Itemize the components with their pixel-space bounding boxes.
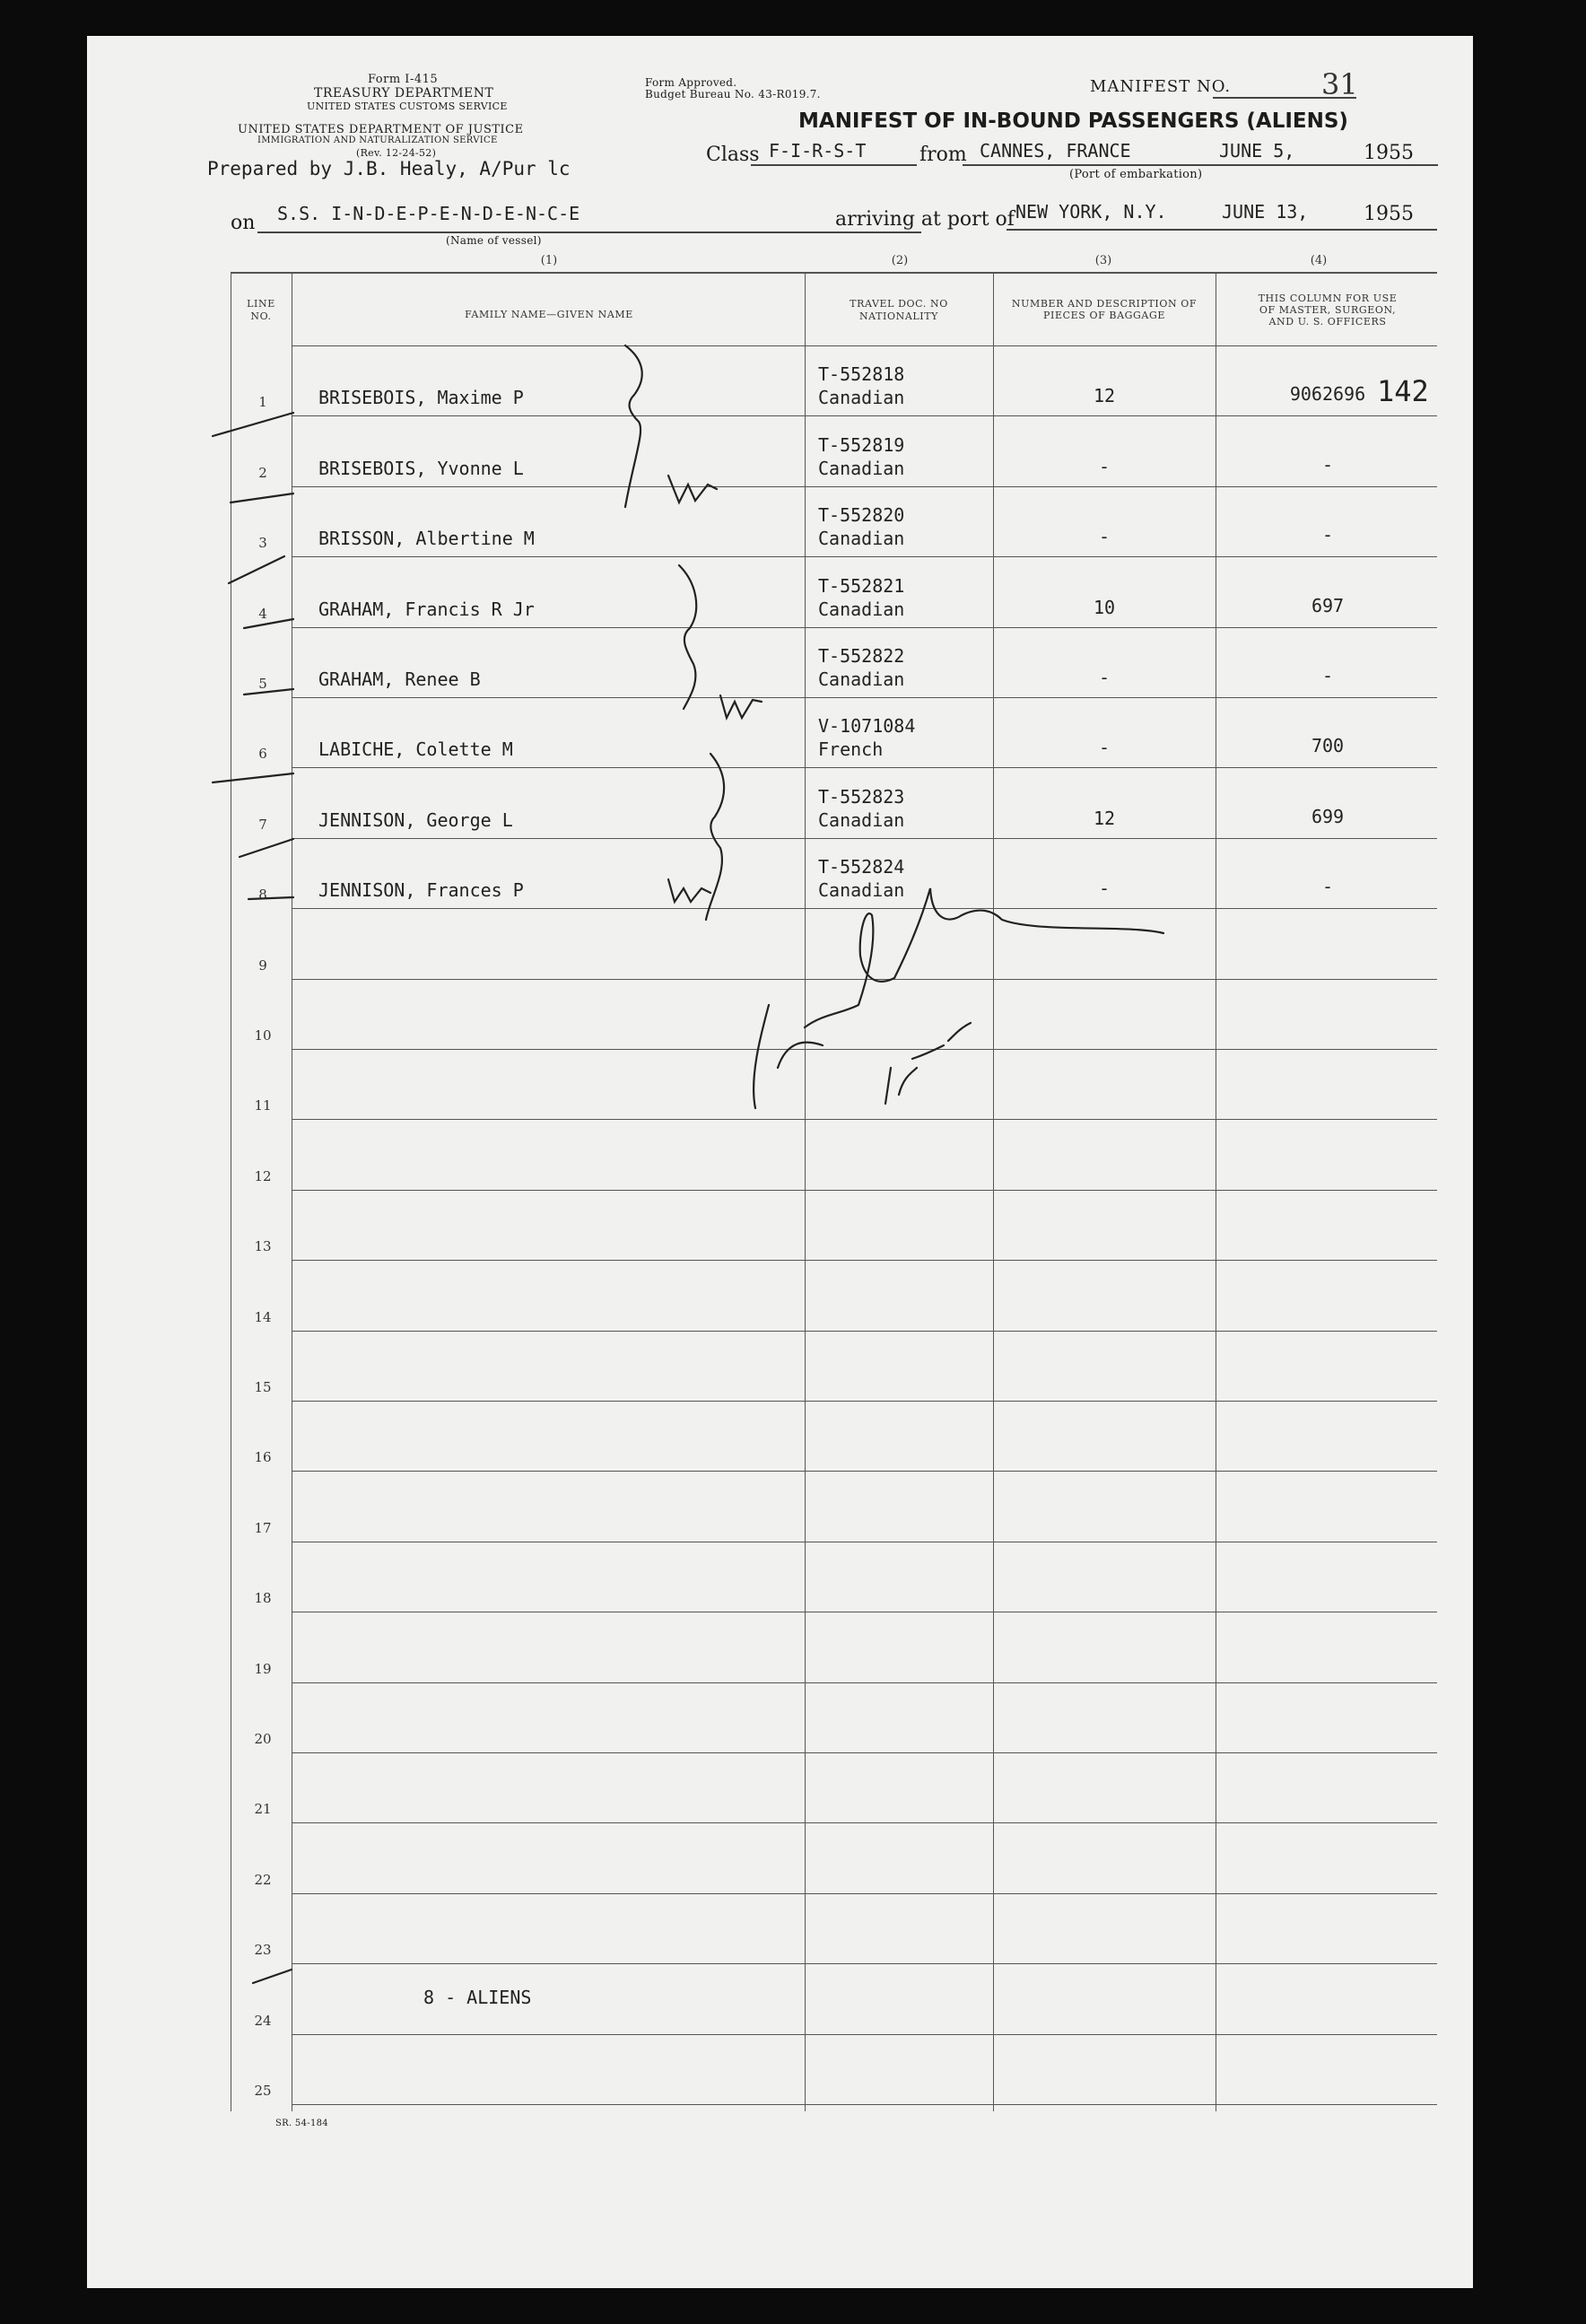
line-number: 8 [258, 887, 267, 904]
check-mark [213, 773, 293, 782]
line-number: 5 [258, 676, 267, 692]
header-officer: THIS COLUMN FOR USE [1258, 293, 1398, 304]
check-mark [229, 556, 284, 583]
line-number: 7 [258, 816, 267, 833]
customs-service: UNITED STATES CUSTOMS SERVICE [307, 100, 508, 112]
treasury-dept: TREASURY DEPARTMENT [314, 86, 494, 100]
line-number: 15 [254, 1379, 272, 1395]
line-number: 6 [258, 746, 267, 763]
travel-doc-number: T-552821 [818, 574, 905, 597]
line-number: 3 [258, 535, 267, 552]
signature [754, 888, 1163, 1108]
footer-code: SR. 54-184 [275, 2119, 328, 2128]
line-number: 1 [258, 394, 267, 411]
line-number: 25 [254, 2083, 272, 2099]
baggage-count: - [1098, 526, 1111, 548]
column-number-2: (2) [891, 254, 909, 267]
check-mark [213, 413, 293, 436]
class-value: F-I-R-S-T [769, 140, 867, 162]
baggage-count: 10 [1093, 596, 1116, 618]
officer-note: - [1321, 665, 1334, 686]
passenger-name: LABICHE, Colette M [318, 738, 513, 761]
budget-bureau: Budget Bureau No. 43-R019.7. [645, 88, 821, 100]
check-mark [244, 689, 293, 695]
header-name: FAMILY NAME—GIVEN NAME [465, 309, 633, 320]
form-number: Form I-415 [368, 73, 439, 86]
nationality: Canadian [818, 808, 905, 831]
officer-note: - [1321, 524, 1334, 546]
passenger-name: JENNISON, George L [318, 808, 513, 831]
nationality: Canadian [818, 457, 905, 479]
line-number: 9 [258, 957, 267, 974]
line-number: 17 [254, 1519, 272, 1536]
check-mark [231, 494, 293, 502]
brace [679, 565, 696, 709]
officer-note: 699 [1311, 805, 1345, 827]
baggage-count: - [1098, 455, 1111, 477]
page-title: MANIFEST OF IN-BOUND PASSENGERS (ALIENS) [798, 109, 1348, 133]
check-mark [253, 1970, 292, 1983]
officer-note: 697 [1311, 594, 1345, 616]
line-number: 12 [254, 1167, 272, 1184]
header-baggage-2: PIECES OF BAGGAGE [1043, 310, 1165, 321]
handwritten-sheet-number: 142 [1377, 374, 1429, 408]
justice-dept: UNITED STATES DEPARTMENT OF JUSTICE [238, 123, 524, 136]
header-nationality: NATIONALITY [858, 310, 939, 322]
form-revision: (Rev. 12-24-52) [356, 147, 437, 159]
passenger-name: GRAHAM, Francis R Jr [318, 598, 535, 620]
arrival-year: 1955 [1364, 203, 1414, 225]
prepared-by: Prepared by J.B. Healy, A/Pur lc [207, 158, 571, 179]
form-approved: Form Approved. [645, 76, 737, 89]
nationality: Canadian [818, 387, 905, 409]
departure-date: JUNE 5, [1219, 140, 1295, 162]
manifest-number-label: MANIFEST NO. [1090, 77, 1232, 96]
line-number: 23 [254, 1942, 272, 1959]
passenger-name: BRISSON, Albertine M [318, 528, 535, 550]
vessel-name: S.S. I-N-D-E-P-E-N-D-E-N-C-E [277, 203, 580, 224]
nationality: Canadian [818, 668, 905, 690]
officer-note: 9062696 [1289, 383, 1366, 406]
column-number-4: (4) [1310, 254, 1328, 267]
line-number: 2 [258, 464, 267, 481]
arrival-date: JUNE 13, [1222, 201, 1309, 223]
line-number: 19 [254, 1660, 272, 1677]
passenger-name: GRAHAM, Renee B [318, 668, 481, 690]
passenger-name: BRISEBOIS, Yvonne L [318, 457, 524, 479]
manifest-number: 31 [1321, 67, 1358, 101]
check-mark [248, 897, 293, 899]
travel-doc-number: T-552823 [818, 785, 905, 808]
header-travel-doc: TRAVEL DOC. NO [850, 298, 948, 310]
from-label: from [919, 144, 967, 166]
brace [706, 754, 724, 920]
baggage-count: - [1098, 737, 1111, 759]
class-label: Class [706, 144, 760, 166]
line-number: 14 [254, 1308, 272, 1325]
line-number: 24 [254, 2012, 272, 2029]
column-number-1: (1) [540, 254, 558, 267]
travel-doc-number: T-552822 [818, 645, 905, 667]
travel-doc-number: T-552820 [818, 504, 905, 527]
officer-note: - [1321, 453, 1334, 476]
line-number: 10 [254, 1027, 272, 1044]
vessel-caption: (Name of vessel) [446, 234, 542, 247]
check-mark [240, 839, 293, 857]
line-number: 21 [254, 1801, 272, 1818]
handwritten-ink-marks [87, 36, 1473, 2288]
arrival-port: NEW YORK, N.Y. [1015, 201, 1167, 223]
passenger-name: BRISEBOIS, Maxime P [318, 387, 524, 409]
header-baggage: NUMBER AND DESCRIPTION OF [1011, 298, 1198, 310]
travel-doc-number: T-552818 [818, 363, 905, 386]
travel-doc-number: T-552819 [818, 433, 905, 456]
travel-doc-number: V-1071084 [818, 715, 916, 738]
line-number: 11 [254, 1097, 272, 1114]
total-aliens: 8 - ALIENS [423, 1987, 532, 2008]
baggage-count: 12 [1093, 385, 1116, 407]
header-officer-2: OF MASTER, SURGEON, [1259, 304, 1397, 316]
arriving-label: arriving at port of [835, 208, 1015, 231]
baggage-count: - [1098, 667, 1111, 688]
nationality: Canadian [818, 528, 905, 550]
line-number: 18 [254, 1590, 272, 1607]
initial-w [668, 476, 717, 502]
initial-w [720, 695, 762, 718]
brace [625, 345, 642, 507]
on-label: on [231, 212, 256, 234]
embarkation-caption: (Port of embarkation) [1069, 168, 1203, 181]
signature [885, 1023, 971, 1104]
manifest-page [87, 36, 1473, 2288]
line-number: 13 [254, 1238, 272, 1255]
header-officer-3: AND U. S. OFFICERS [1268, 316, 1387, 328]
baggage-count: - [1098, 878, 1111, 900]
nationality: Canadian [818, 879, 905, 902]
column-number-3: (3) [1094, 254, 1112, 267]
officer-note: 700 [1311, 735, 1345, 757]
officer-note: - [1321, 876, 1334, 898]
baggage-count: 12 [1093, 807, 1116, 829]
line-number: 20 [254, 1731, 272, 1747]
header-line-no: LINE NO. [247, 298, 275, 322]
passenger-name: JENNISON, Frances P [318, 879, 524, 902]
nationality: Canadian [818, 598, 905, 620]
departure-year: 1955 [1364, 142, 1414, 164]
line-number: 4 [258, 605, 267, 622]
embarkation-port: CANNES, FRANCE [980, 140, 1131, 162]
line-number: 22 [254, 1871, 272, 1888]
nationality: French [818, 738, 884, 761]
ins-service: IMMIGRATION AND NATURALIZATION SERVICE [257, 135, 498, 145]
check-mark [244, 619, 293, 628]
line-number: 16 [254, 1449, 272, 1466]
travel-doc-number: T-552824 [818, 856, 905, 878]
initial-w [668, 879, 710, 902]
